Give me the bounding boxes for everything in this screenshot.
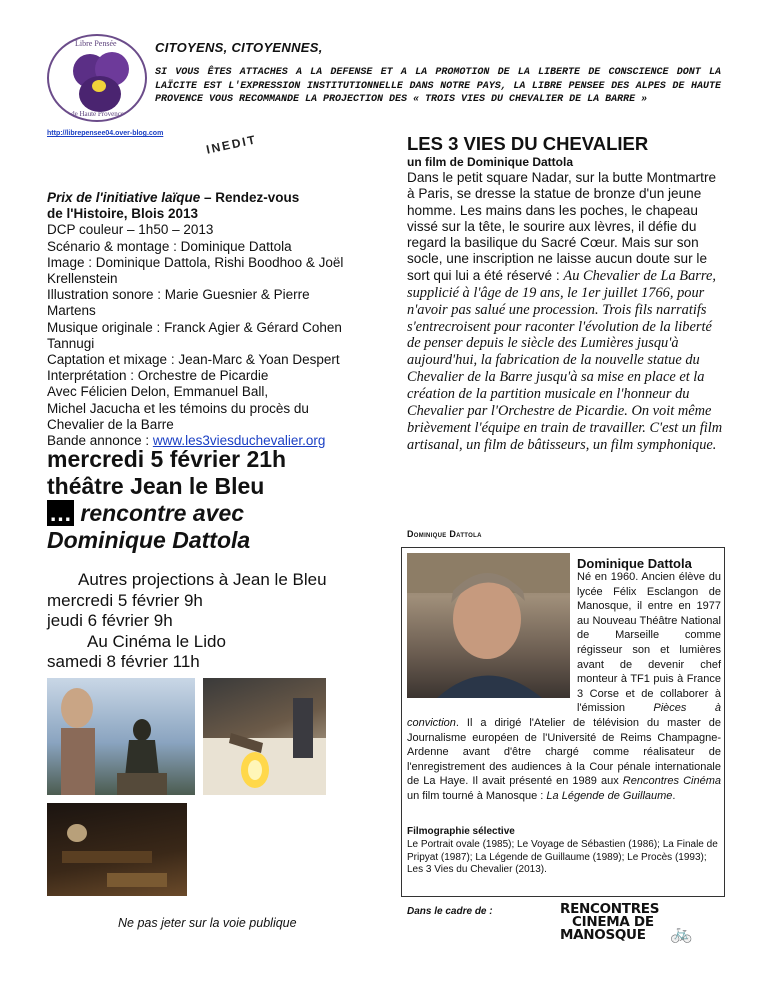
bio-italic: La Légende de Guillaume — [546, 789, 673, 802]
synopsis-text: Dans le petit square Nadar, sur la butte Montmartre à Paris, se dresse la statue de bronze d'un jeune homme. Les mains dans les poches, le chapeau vissé sur la tête, le sourire aux lèvres, il défie du regard la basilique du Sacré Cœur. Mais sur son socle, une inscription ne laisse aucun doute sur le sort qui lui a été réservé : — [407, 170, 717, 283]
credit-line: Captation et mixage : Jean-Marc & Yoan Despert — [47, 352, 340, 368]
logo-text-bottom: Alpes de Haute Provence — [53, 110, 124, 118]
event-ellipsis: … — [49, 500, 72, 526]
bio-float-spacer — [407, 570, 577, 706]
foundry-photo — [203, 678, 326, 795]
bio-text-part: . — [672, 789, 676, 802]
credit-line: Interprétation : Orchestre de Picardie — [47, 368, 269, 384]
credit-line: DCP couleur – 1h50 – 2013 — [47, 222, 214, 238]
screening-line: mercredi 5 février 9h — [47, 590, 203, 610]
event-guest-name: Dominique Dattola — [47, 527, 251, 553]
trailer-link[interactable]: www.les3viesduchevalier.org — [152, 433, 326, 449]
statue-photo — [47, 678, 195, 795]
bio-text-part: . Il a dirigé l'Atelier de télévision du master de Journalisme européen de l'Université de Reims Champagne-Ardenne avant d'être chargé comme réalisateur de l'enregistrement des audiences à la Cour pénale internationale de La Haye. Il avait présenté en 1989 aux — [407, 716, 721, 788]
rencontres-cinema-logo — [560, 901, 693, 953]
bio-text-part: un film tourné à Manosque : — [407, 789, 547, 802]
footer-note: Ne pas jeter sur la voie publique — [118, 916, 297, 930]
prize-line-2: de l'Histoire, Blois 2013 — [47, 206, 199, 222]
event-meeting-text: rencontre avec — [74, 500, 245, 526]
bio-italic: Pièces à conviction — [407, 702, 721, 729]
prize-line — [47, 190, 352, 206]
credit-line: Scénario & montage : Dominique Dattola — [47, 238, 292, 254]
film-credits — [47, 190, 352, 449]
synopsis-signature: Dominique Dattola — [407, 529, 482, 539]
film-title: LES 3 VIES DU CHEVALIER — [407, 133, 649, 154]
screening-line: jeudi 6 février 9h — [47, 611, 173, 630]
logo-text-top: Libre Pensée — [75, 39, 117, 48]
event-date: mercredi 5 février 21h — [47, 446, 287, 472]
logo-line: RENCONTRES — [560, 901, 660, 917]
logo-line: MANOSQUE — [560, 927, 646, 943]
libre-pensee-logo — [47, 34, 147, 122]
framework-label: Dans le cadre de : — [407, 906, 493, 917]
other-screenings — [47, 570, 367, 673]
screening-line: Autres projections à Jean le Bleu — [78, 570, 327, 589]
filmography-list: Le Portrait ovale (1985); Le Voyage de Sébastien (1986); La Finale de Pripyat (1987); La Légende de Guillaume (1989); Le Procès (1993); Les 3 Vies du Chevalier (2013). — [407, 838, 718, 876]
filmography — [407, 826, 721, 877]
trailer-label: Bande annonce : — [47, 433, 153, 449]
logo-line: CINEMA DE — [572, 914, 654, 930]
event-meeting — [47, 500, 367, 527]
blog-link[interactable]: http://librepensee04.over-blog.com — [47, 130, 164, 137]
screening-line: samedi 8 février 11h — [47, 652, 200, 671]
still-life-photo — [47, 803, 187, 896]
synopsis-quote: Au Chevalier de La Barre, supplicié à l'âge de 19 ans, le 1er juillet 1766, pour n'avoir pas salué une procession. Trois fils narratifs s'entrecroisent pour raconter l'évolution de la liberté de penser depuis le siècle des Lumières jusqu'à aujourd'hui, la fabrication de la nouvelle statue du Chevalier de la Barre jusqu'à sa mise en place et la création de la partition musicale en l'honneur du Chevalier par l'Orchestre de Picardie. On voit même brièvement l'équipe en train de travailler. C'est un film artisanal, un film de bâtisseurs, un film symphonique. — [407, 267, 723, 453]
bio-text — [407, 570, 721, 804]
bio-italic: Rencontres Cinéma — [622, 775, 722, 788]
event-venue: théâtre Jean le Bleu — [47, 473, 265, 499]
credit-line: Musique originale : Franck Agier & Gérard Cohen Tannugi — [47, 319, 342, 351]
credit-line: Illustration sonore : Marie Guesnier & Pierre Martens — [47, 287, 310, 319]
filmography-heading: Filmographie sélective — [407, 826, 515, 837]
bicycle-icon: 🚲 — [670, 923, 693, 943]
credit-line: Image : Dominique Dattola, Rishi Boodhoo & Joël Krellenstein — [47, 254, 344, 287]
inedit-stamp: INEDIT — [205, 132, 259, 157]
credit-line: Michel Jacucha et les témoins du procès du Chevalier de la Barre — [47, 400, 309, 432]
prize-rest: – Rendez-vous — [200, 190, 300, 205]
synopsis — [407, 170, 727, 454]
bio-text-part: Né en 1960. Ancien élève du lycée Félix Esclangon de Manosque, il entre en 1977 au Nouveau Théâtre National de Marseille comme régisseur son et lumières avant de devenir chef monteur à TF1 puis à France 3 Corse et de collaborer à l'émission — [577, 571, 721, 715]
film-subtitle: un film de Dominique Dattola — [407, 155, 574, 169]
bio-name: Dominique Dattola — [577, 556, 692, 571]
screening-line: Au Cinéma le Lido — [87, 631, 226, 651]
event-guest — [47, 527, 367, 554]
header-text: SI VOUS ÊTES ATTACHES A LA DEFENSE ET A LA PROMOTION DE LA LIBERTE DE CONSCIENCE DONT LA LAÏCITE EST L'EXPRESSION INSTITUTIONNELLE DANS NOTRE PAYS, LA LIBRE PENSEE DES ALPES DE HAUTE PROVENCE VOUS RECOMMANDE LA PROJECTION DES « TROIS VIES DU CHEVALIER DE LA BARRE » — [155, 67, 721, 105]
event-announcement — [47, 446, 367, 554]
credit-line: Avec Félicien Delon, Emmanuel Ball, — [47, 384, 269, 400]
header-title: CITOYENS, CITOYENNES, — [155, 40, 323, 55]
prize-name: Prix de l'initiative laïque — [47, 190, 201, 205]
